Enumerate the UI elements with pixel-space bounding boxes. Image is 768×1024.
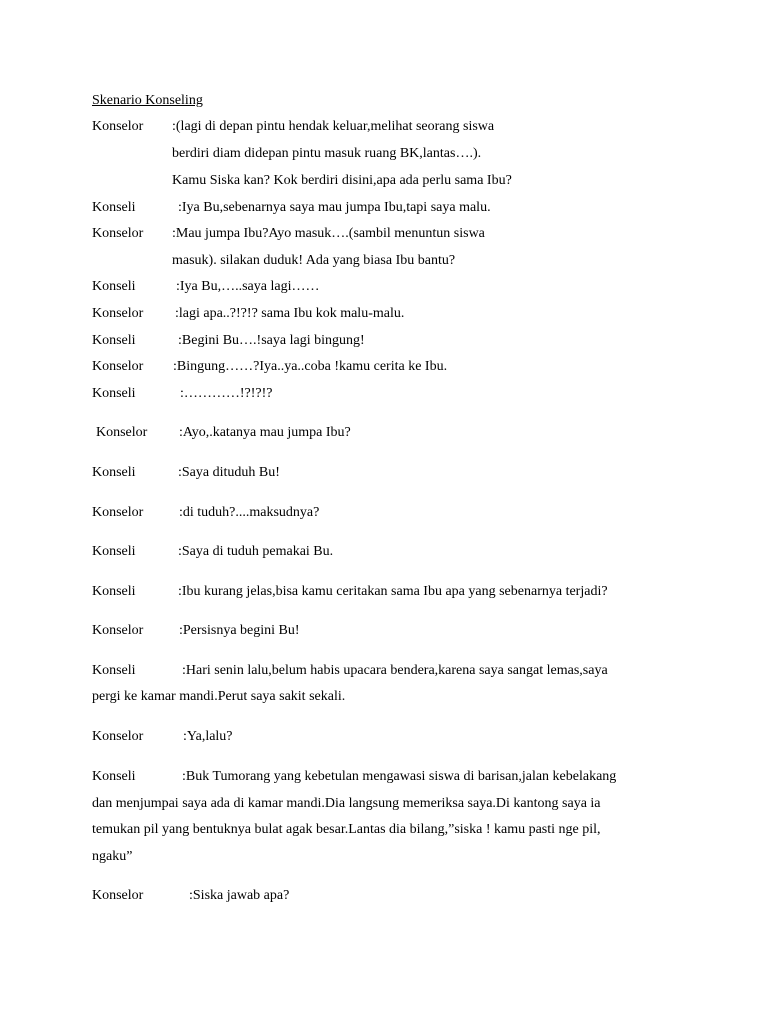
speaker-label: Konselor (92, 226, 144, 241)
dialogue-text: masuk). silakan duduk! Ada yang biasa Ibu bantu? (172, 253, 456, 268)
speaker-label: Konseli (92, 769, 136, 784)
dialogue-text: :Ibu kurang jelas,bisa kamu ceritakan sama Ibu apa yang sebenarnya terjadi? (178, 584, 608, 599)
speaker-label: Konseli (92, 200, 136, 215)
dialogue-text: :Bingung……?Iya..ya..coba !kamu cerita ke Ibu. (173, 359, 448, 374)
dialogue-text: :lagi apa..?!?!? sama Ibu kok malu-malu. (175, 306, 405, 321)
document-title: Skenario Konseling (92, 93, 203, 108)
dialogue-text: pergi ke kamar mandi.Perut saya sakit sekali. (92, 689, 346, 704)
dialogue-text: ngaku” (92, 849, 133, 864)
dialogue-text: :Begini Bu….!saya lagi bingung! (178, 333, 365, 348)
speaker-label: Konseli (92, 386, 136, 401)
dialogue-text: :Iya Bu,…..saya lagi…… (176, 279, 320, 294)
speaker-label: Konseli (92, 663, 136, 678)
dialogue-text: :Saya dituduh Bu! (178, 465, 280, 480)
speaker-label: Konselor (92, 306, 144, 321)
speaker-label: Konseli (92, 544, 136, 559)
dialogue-text: berdiri diam didepan pintu masuk ruang BK,lantas….). (172, 146, 482, 161)
dialogue-text: dan menjumpai saya ada di kamar mandi.Dia langsung memeriksa saya.Di kantong saya ia (92, 796, 601, 811)
dialogue-text: :(lagi di depan pintu hendak keluar,melihat seorang siswa (172, 119, 495, 134)
dialogue-text: temukan pil yang bentuknya bulat agak besar.Lantas dia bilang,”siska ! kamu pasti nge pil, (92, 822, 601, 837)
dialogue-text: :Hari senin lalu,belum habis upacara bendera,karena saya sangat lemas,saya (182, 663, 608, 678)
dialogue-text: :Buk Tumorang yang kebetulan mengawasi siswa di barisan,jalan kebelakang (182, 769, 617, 784)
speaker-label: Konseli (92, 584, 136, 599)
speaker-label: Konselor (92, 505, 144, 520)
speaker-label: Konselor (92, 729, 144, 744)
speaker-label: Konseli (92, 279, 136, 294)
dialogue-text: Kamu Siska kan? Kok berdiri disini,apa ada perlu sama Ibu? (172, 173, 512, 188)
speaker-label: Konselor (92, 359, 144, 374)
dialogue-text: :di tuduh?....maksudnya? (179, 505, 320, 520)
dialogue-text: :Iya Bu,sebenarnya saya mau jumpa Ibu,tapi saya malu. (178, 200, 491, 215)
speaker-label: Konselor (96, 425, 148, 440)
dialogue-text: :…………!?!?!? (180, 386, 273, 401)
speaker-label: Konseli (92, 333, 136, 348)
dialogue-text: :Ayo,.katanya mau jumpa Ibu? (179, 425, 351, 440)
dialogue-text: :Siska jawab apa? (189, 888, 290, 903)
speaker-label: Konseli (92, 465, 136, 480)
dialogue-text: :Mau jumpa Ibu?Ayo masuk….(sambil menuntun siswa (172, 226, 485, 241)
dialogue-text: :Persisnya begini Bu! (179, 623, 300, 638)
speaker-label: Konselor (92, 623, 144, 638)
dialogue-text: :Saya di tuduh pemakai Bu. (178, 544, 334, 559)
speaker-label: Konselor (92, 888, 144, 903)
dialogue-text: :Ya,lalu? (183, 729, 233, 744)
speaker-label: Konselor (92, 119, 144, 134)
